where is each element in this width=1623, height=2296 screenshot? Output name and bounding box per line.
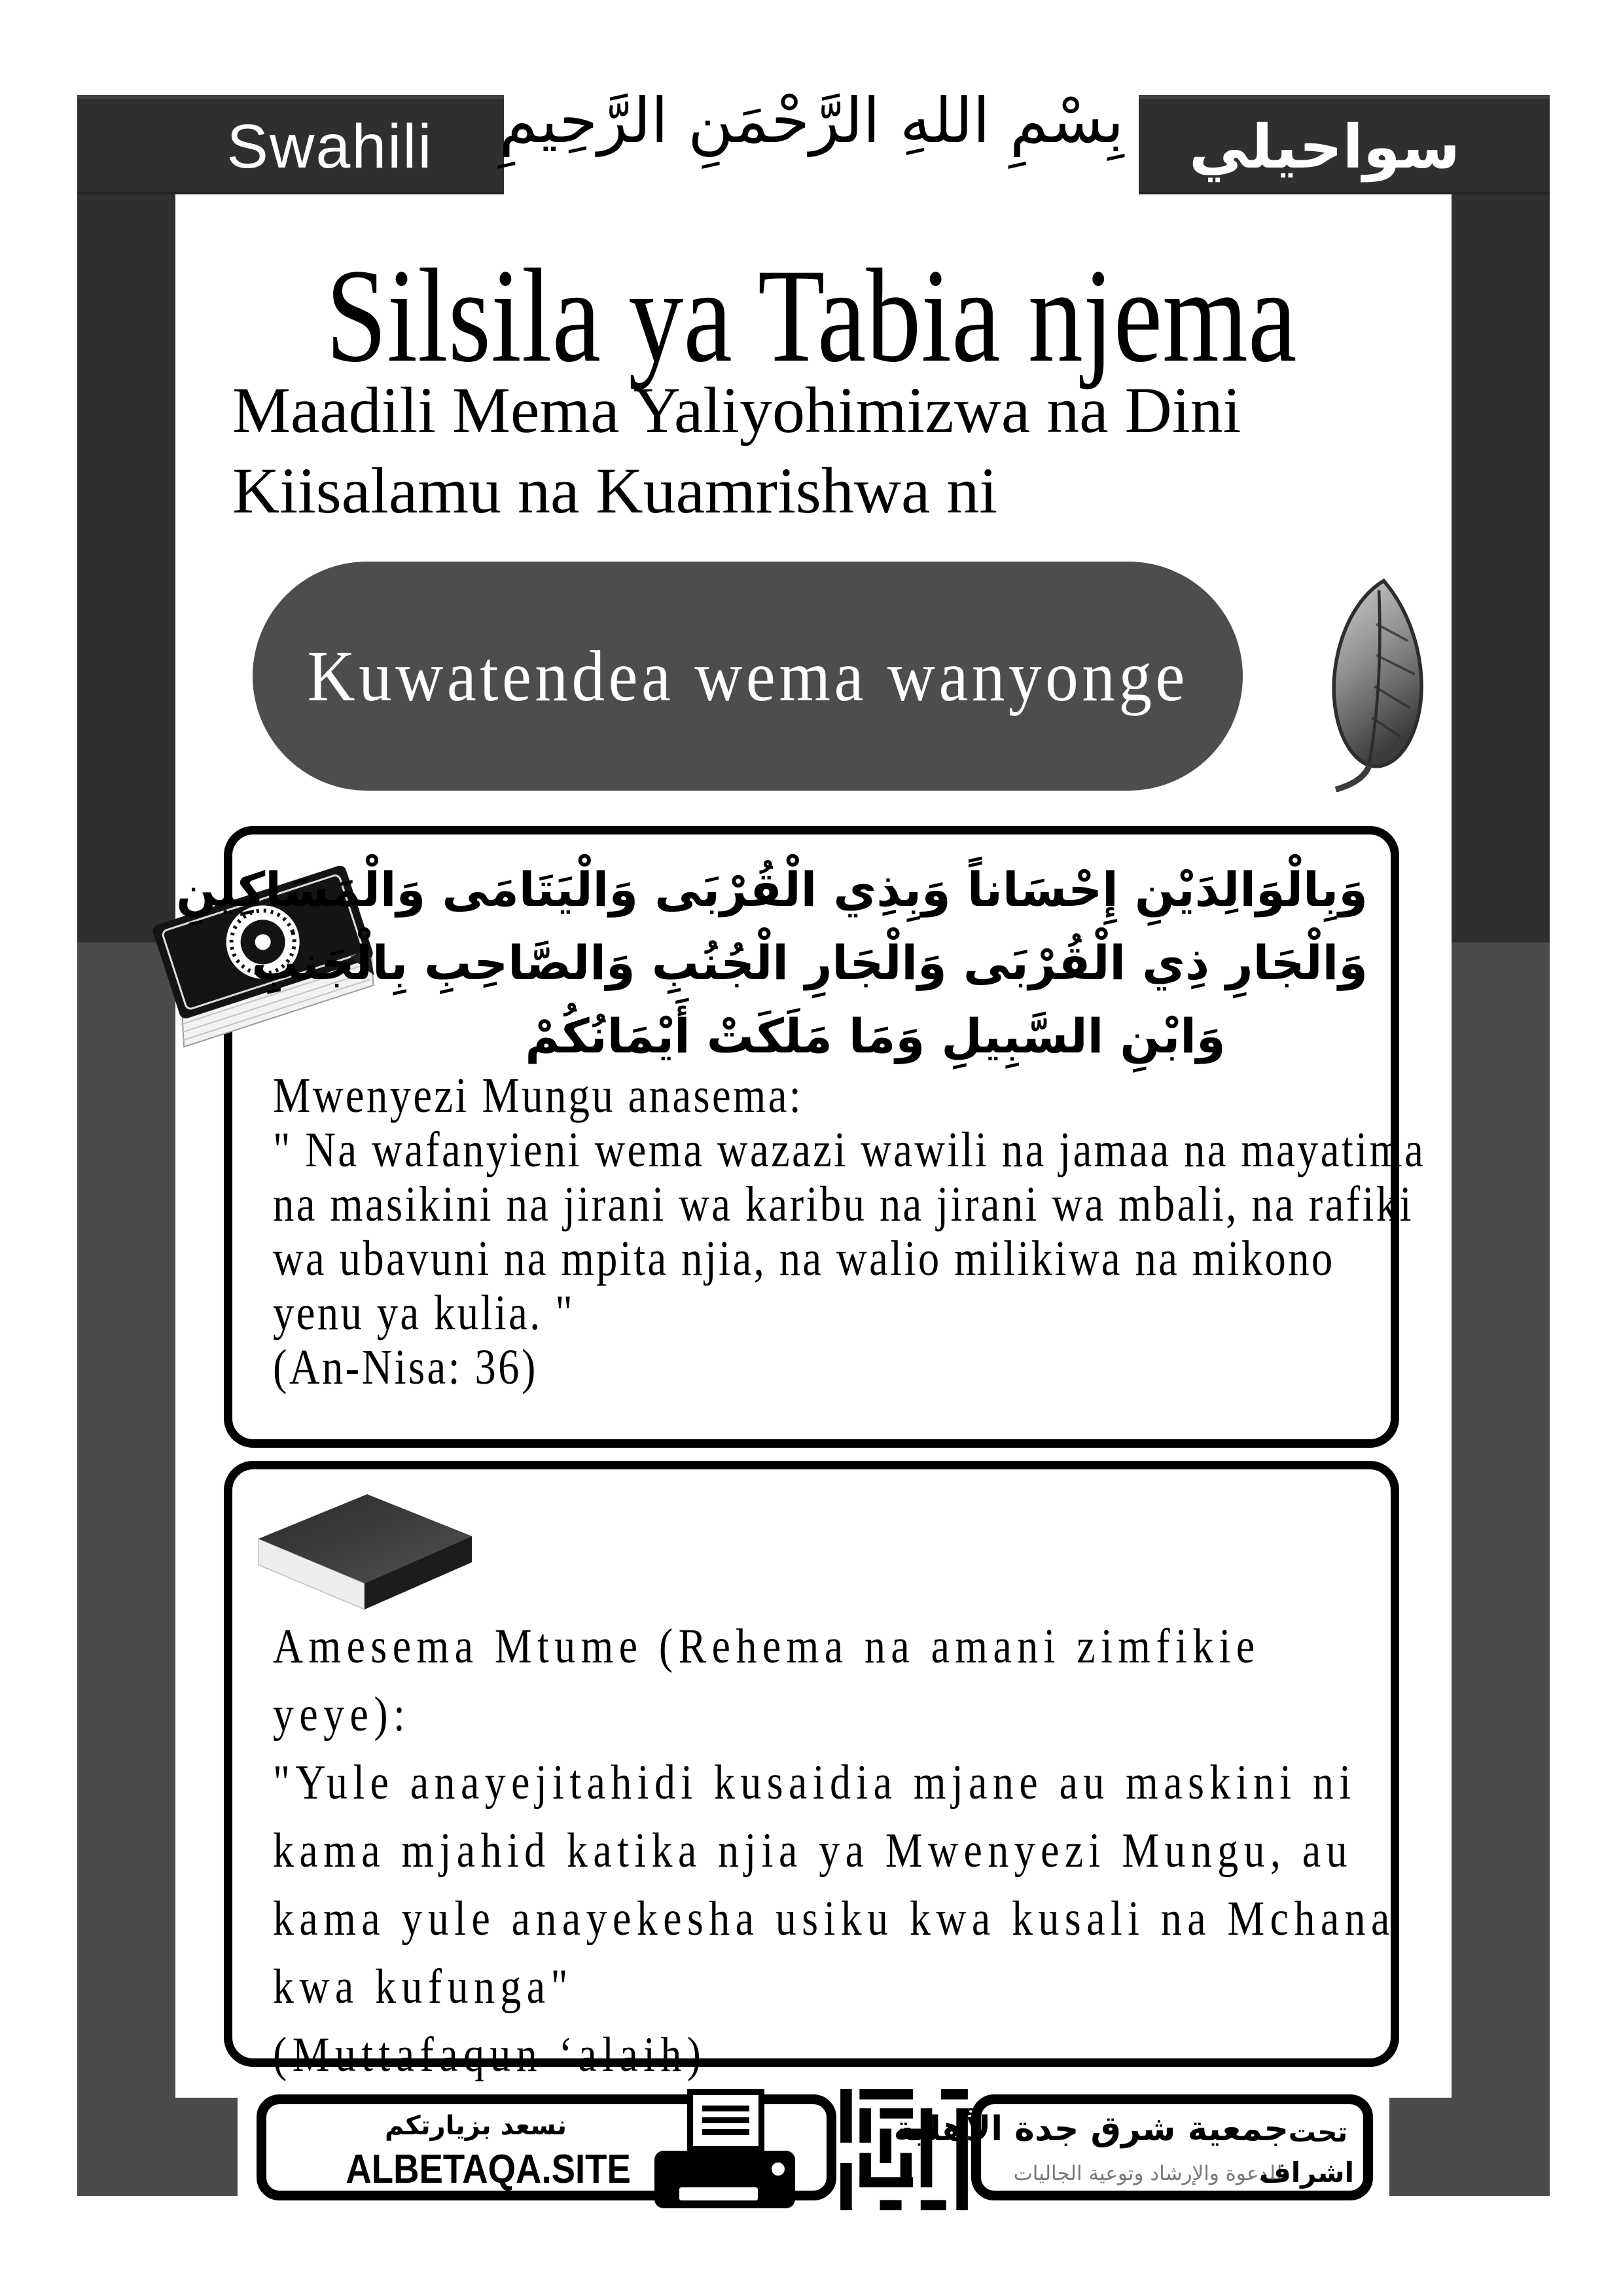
hadith-line: kama yule anayekesha usiku kwa kusali na Mchana bbox=[273, 1892, 1395, 1946]
quran-translation bbox=[273, 1069, 1425, 1395]
frame-strip-right-top bbox=[1452, 95, 1550, 942]
translation-line: yenu ya kulia. " bbox=[273, 1285, 575, 1340]
language-label-swahili: Swahili bbox=[226, 111, 433, 181]
translation-line: na masikini na jirani wa karibu na jirani wa mbali, na rafiki bbox=[273, 1177, 1414, 1232]
hadith-line: Amesema Mtume (Rehema na amani zimfikie bbox=[273, 1619, 1260, 1674]
supervision-word: تحت bbox=[1288, 2116, 1348, 2148]
hadith-line: yeye): bbox=[273, 1687, 411, 1742]
verse-reference: (An-Nisa: 36) bbox=[273, 1340, 538, 1395]
hadith-line: kwa kufunga" bbox=[273, 1960, 574, 2014]
subtitle-line: Maadili Mema Yaliyohimizwa na Dini bbox=[232, 374, 1241, 446]
printer-paper bbox=[687, 2089, 764, 2152]
frame-strip-left-foot bbox=[77, 2098, 238, 2196]
visit-invitation-text: نسعد بزيارتكم bbox=[385, 2111, 567, 2141]
hadith-line: kama mjahid katika njia ya Mwenyezi Mungu, au bbox=[273, 1823, 1353, 1878]
frame-strip-left-bottom bbox=[77, 942, 175, 2196]
frame-strip-right-foot bbox=[1389, 2098, 1550, 2196]
printer-icon bbox=[654, 2089, 795, 2208]
arabic-verse-line: وَبِالْوَالِدَيْنِ إِحْسَاناً وَبِذِي الْقُرْبَى وَالْيَتَامَى وَالْمَسَاكِينِ bbox=[176, 862, 1368, 917]
translation-intro: Mwenyezi Mungu anasema: bbox=[273, 1068, 804, 1123]
subtitle-line: Kiisalamu na Kuamrishwa ni bbox=[232, 454, 998, 527]
quran-verse-card bbox=[176, 826, 1426, 1448]
language-tab-left bbox=[77, 95, 504, 194]
hadith-card bbox=[224, 1461, 1399, 2082]
page-title: Silsila ya Tabia njema bbox=[326, 242, 1297, 390]
hadith-line: "Yule anayejitahidi kusaidia mjane au maskini ni bbox=[273, 1755, 1357, 1810]
hadith-text bbox=[273, 1613, 1395, 2089]
supervision-word: اشراف bbox=[1258, 2157, 1354, 2189]
arabic-verse-line: وَالْجَارِ ذِي الْقُرْبَى وَالْجَارِ الْجُنُبِ وَالصَّاحِبِ بِالْجَنبِ bbox=[251, 935, 1368, 990]
language-tab-right bbox=[1139, 95, 1550, 194]
frame-strip-right-bottom bbox=[1452, 942, 1550, 2196]
language-label-arabic: سواحيلي bbox=[1188, 111, 1461, 182]
quran-arabic-verse bbox=[176, 853, 1368, 1073]
frame-strip-left-top bbox=[77, 95, 175, 942]
supervision-label bbox=[1258, 2112, 1354, 2193]
organization-subtitle: للدعوة والإرشاد وتوعية الجاليات bbox=[1013, 2162, 1283, 2185]
kufic-logo-icon bbox=[840, 2089, 968, 2210]
translation-line: wa ubavuni na mpita njia, na walio milikiwa na mikono bbox=[273, 1231, 1335, 1286]
printer-body bbox=[654, 2151, 795, 2208]
organization-name: جمعية شرق جدة الأهلية bbox=[893, 2109, 1289, 2149]
site-name: ALBETAQA.SITE bbox=[346, 2147, 631, 2192]
book-icon bbox=[251, 1486, 480, 1611]
footer-supervision-box bbox=[893, 2094, 1373, 2200]
translation-line: " Na wafanyieni wema wazazi wawili na jamaa na mayatima bbox=[273, 1122, 1426, 1177]
topic-pill: Kuwatendea wema wanyonge bbox=[253, 562, 1243, 791]
bismillah-calligraphy: بِسْمِ اللهِ الرَّحْمَنِ الرَّحِيمِ bbox=[499, 85, 1124, 157]
leaf-icon bbox=[1279, 576, 1450, 792]
page-subtitle bbox=[232, 370, 1241, 531]
arabic-verse-line: وَابْنِ السَّبِيلِ وَمَا مَلَكَتْ أَيْمَانُكُمْ bbox=[525, 1009, 1226, 1064]
hadith-reference: (Muttafaqun ‘alaih) bbox=[273, 2028, 707, 2082]
